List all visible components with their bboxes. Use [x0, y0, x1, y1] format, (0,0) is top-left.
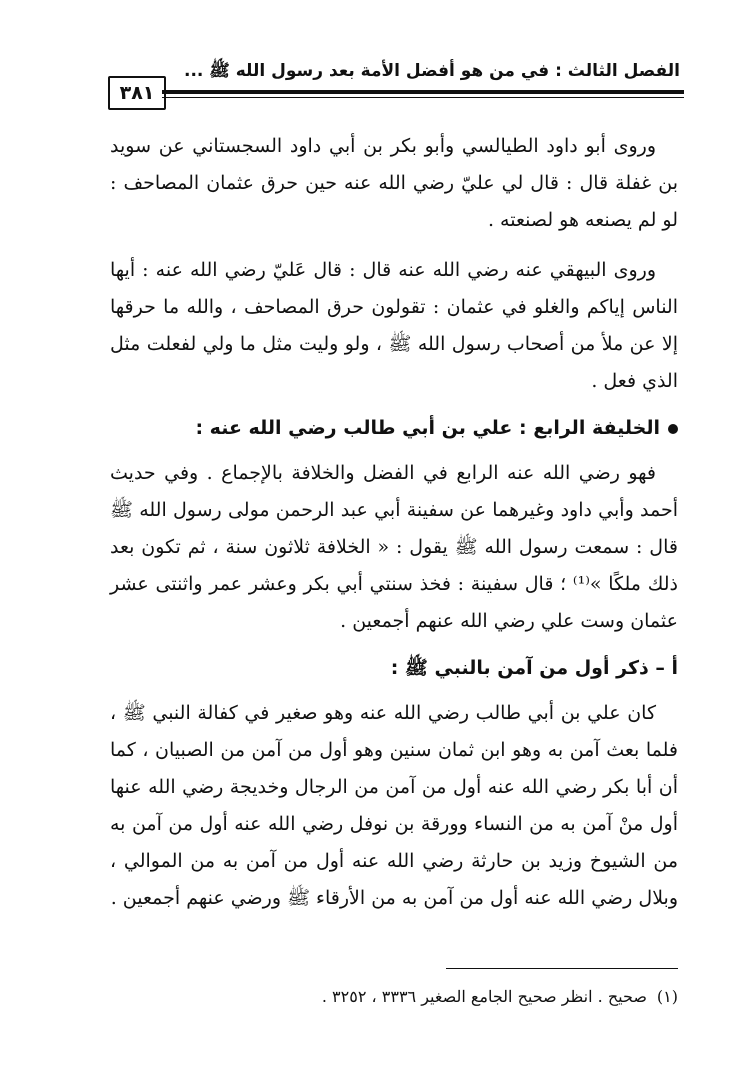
paragraph: كان علي بن أبي طالب رضي الله عنه وهو صغير في كفالة النبي ﷺ ، فلما بعث آمن به وهو ابن ثمان سنين وهو أول من آمن من الصبيان ، كما أن أبا بكر رضي الله عنه أول من آمن من الرجال وخديجة رضي الله عنها أول منْ آمن به من النساء وورقة بن نوفل رضي الله عنه أول من آمن به من الشيوخ وزيد بن حارثة رضي الله عنه أول من آمن به من الموالي ، وبلال رضي الله عنه أول من آمن به من الأرقاء ﷺ ورضي عنهم أجمعين . — [110, 702, 678, 909]
header-rule-thin — [162, 97, 684, 98]
page-number: ٣٨١ — [108, 76, 166, 110]
running-header — [108, 54, 680, 104]
paragraph: فهو رضي الله عنه الرابع في الفضل والخلافة بالإجماع . وفي حديث أحمد وأبي داود وغيرهما عن سفينة أبي عبد الرحمن مولى رسول الله ﷺ قال : سمعت رسول الله ﷺ يقول : « الخلافة ثلاثون سنة ، ثم تكون بعد ذلك ملكًا »⁽¹⁾ ؛ قال سفينة : فخذ سنتي أبي بكر وعشر عمر واثنتى عشر عثمان وست علي رضي الله عنهم أجمعين . — [110, 462, 678, 632]
paragraph: وروى أبو داود الطيالسي وأبو بكر بن أبي داود السجستاني عن سويد بن غفلة قال : قال لي عليّ رضي الله عنه حين حرق عثمان المصاحف : لو لم يصنعه هو لصنعته . — [110, 135, 678, 231]
paragraph: وروى البيهقي عنه رضي الله عنه قال : قال عَليّ رضي الله عنه : أيها الناس إياكم والغلو في عثمان : تقولون حرق المصاحف ، والله ما حرقها إلا عن ملأ من أصحاب رسول الله ﷺ ، ولو وليت مثل ما ولي لفعلت مثل الذي فعل . — [110, 259, 678, 392]
footnote-mark: (١) — [656, 987, 678, 1006]
footnote-divider — [446, 968, 678, 969]
footnote — [110, 984, 678, 1010]
chapter-title: الفصل الثالث : في من هو أفضل الأمة بعد رسول الله ﷺ ... — [184, 61, 680, 81]
bullet-icon — [668, 424, 678, 434]
subsection-heading: أ – ذكر أول من آمن بالنبي ﷺ : — [390, 657, 678, 679]
body-text — [110, 128, 678, 917]
section-heading-text: الخليفة الرابع : علي بن أبي طالب رضي الله عنه : — [195, 417, 660, 439]
header-rule-thick — [162, 90, 684, 94]
section-heading — [110, 410, 678, 447]
footnote-text: صحيح . انظر صحيح الجامع الصغير ٣٣٣٦ ، ٣٢٥٢ . — [321, 987, 647, 1006]
